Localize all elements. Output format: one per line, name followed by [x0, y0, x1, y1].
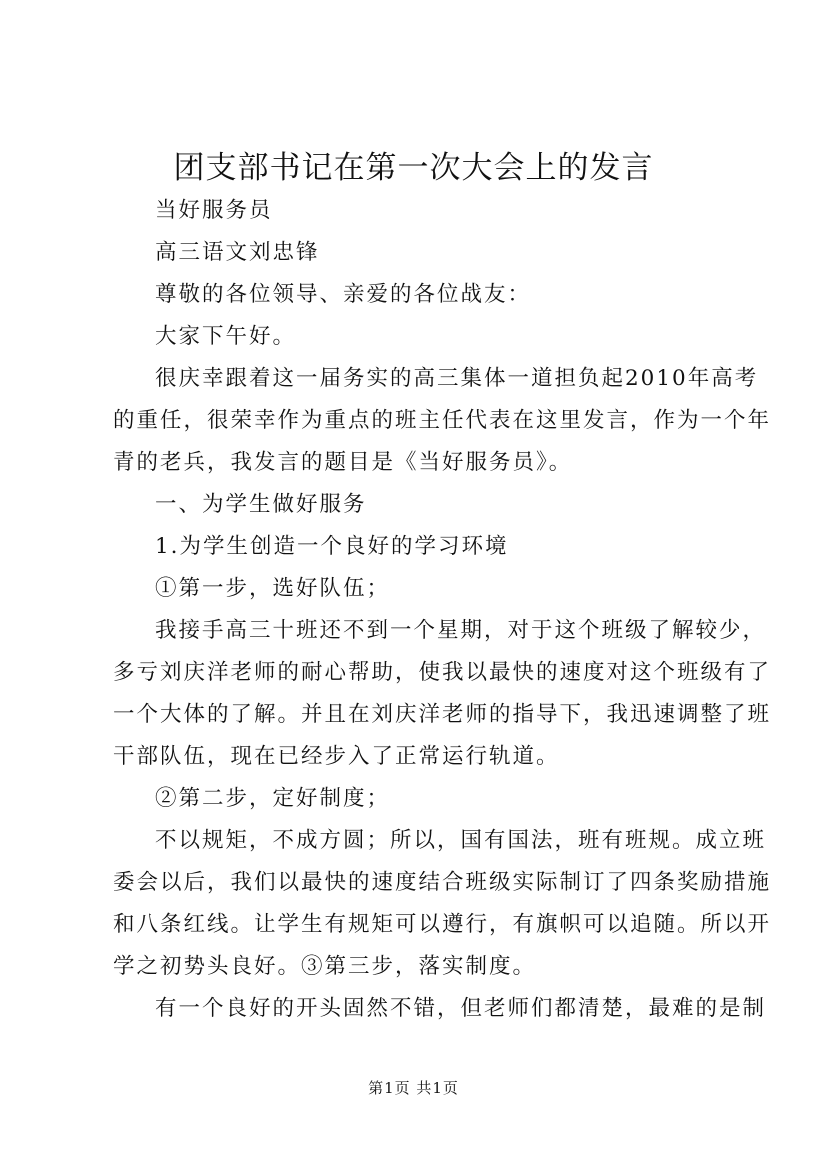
paragraph-line: 干部队伍，现在已经步入了正常运行轨道。 [113, 744, 560, 769]
paragraph-line: 很庆幸跟着这一届务实的高三集体一道担负起2010年高考 [155, 366, 759, 391]
step-heading: ②第二步，定好制度； [155, 786, 391, 811]
paragraph-line: 有一个良好的开头固然不错，但老师们都清楚，最难的是制 [155, 996, 767, 1021]
paragraph-line: 学之初势头良好。③第三步，落实制度。 [113, 954, 537, 979]
paragraph-line: 不以规矩，不成方圆；所以，国有国法，班有班规。成立班 [155, 828, 767, 853]
subtitle: 当好服务员 [155, 198, 273, 223]
paragraph-line: 我接手高三十班还不到一个星期，对于这个班级了解较少， [155, 618, 767, 643]
paragraph-line: 青的老兵，我发言的题目是《当好服务员》。 [113, 450, 573, 475]
document-title: 团支部书记在第一次大会上的发言 [173, 150, 654, 186]
paragraph-line: 的重任，很荣幸作为重点的班主任代表在这里发言，作为一个年 [113, 408, 772, 433]
paragraph-line: 委会以后，我们以最快的速度结合班级实际制订了四条奖励措施 [113, 870, 772, 895]
author-line: 高三语文刘忠锋 [155, 240, 320, 265]
greeting: 大家下午好。 [155, 324, 297, 349]
paragraph-line: 一个大体的了解。并且在刘庆洋老师的指导下，我迅速调整了班 [113, 702, 772, 727]
step-heading: ①第一步，选好队伍； [155, 576, 391, 601]
subsection-heading: 1.为学生创造一个良好的学习环境 [155, 534, 509, 559]
salutation: 尊敬的各位领导、亲爱的各位战友： [155, 282, 532, 307]
paragraph-line: 和八条红线。让学生有规矩可以遵行，有旗帜可以追随。所以开 [113, 912, 772, 937]
page-footer: 第1页 共1页 [368, 1079, 459, 1097]
paragraph-line: 多亏刘庆洋老师的耐心帮助，使我以最快的速度对这个班级有了 [113, 660, 772, 685]
section-heading: 一、为学生做好服务 [155, 492, 367, 517]
